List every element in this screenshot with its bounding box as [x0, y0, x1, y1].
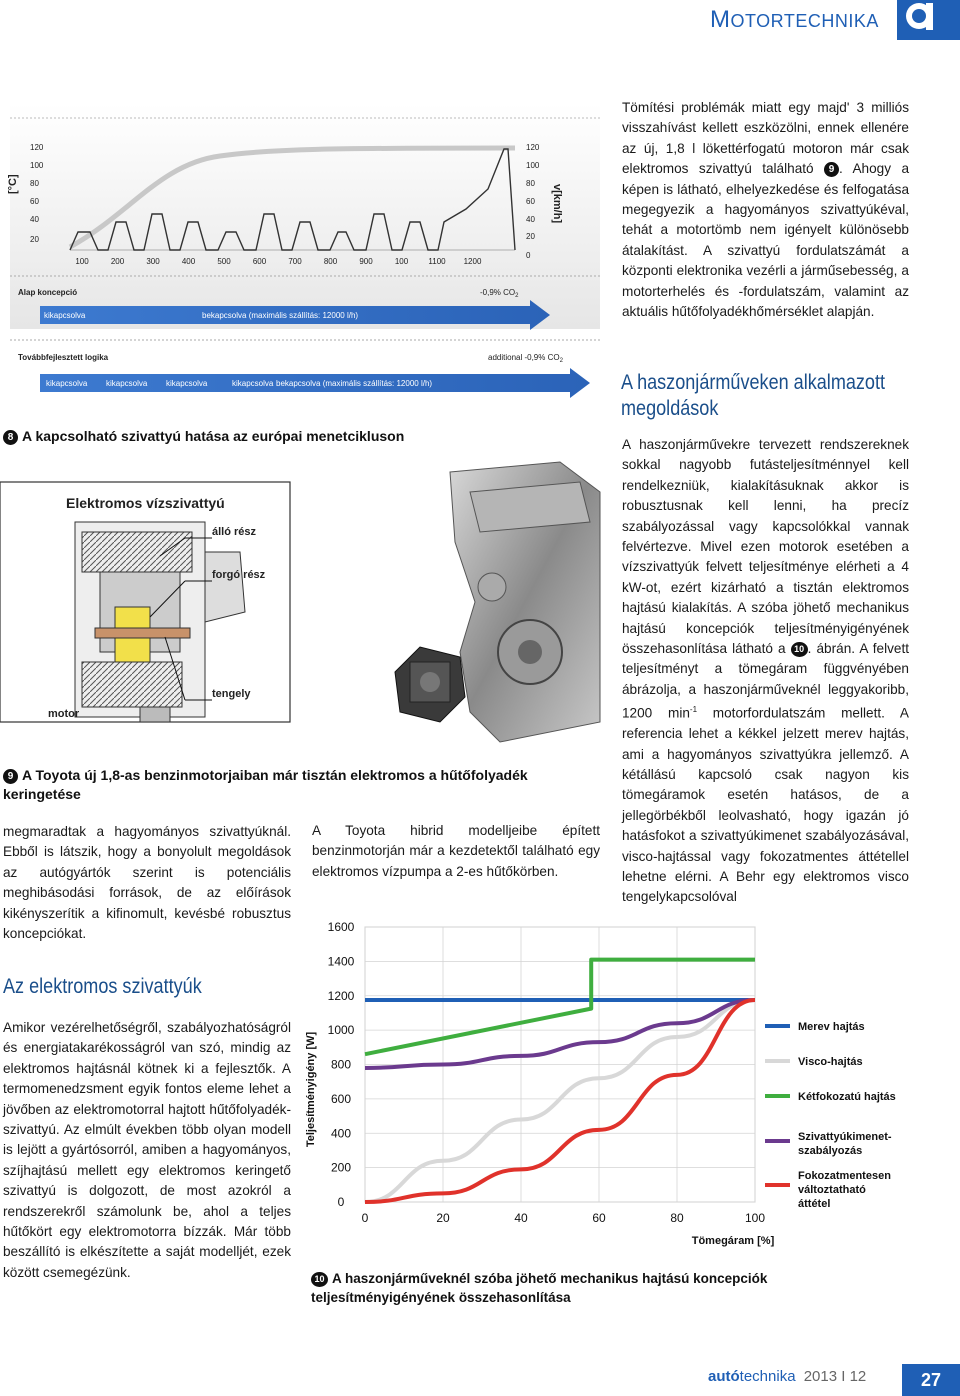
fig9-label-stator: álló rész	[212, 526, 257, 538]
fig8-x-tick-label: 1100	[428, 257, 446, 266]
chart-x-tick-label: 80	[670, 1211, 684, 1225]
figure-10-reference: 10	[791, 642, 808, 657]
chart-legend-label: Fokozatmentesen	[798, 1170, 891, 1182]
fig9-label-rotor: forgó rész	[212, 569, 266, 581]
fig9-label-motor: motor	[48, 708, 80, 720]
figure-10-caption: 10 A haszonjárműveknél szóba jöhető mechanikus hajtású koncepciók teljesítményigényének összehasonlítása	[311, 1271, 768, 1305]
svg-text:100: 100	[30, 161, 44, 170]
fig8-row2-co2: additional -0,9% $CO_2$	[488, 353, 563, 364]
svg-text:60: 60	[526, 197, 535, 206]
figure-9-caption: 9 A Toyota új 1,8-as benzinmotorjaiban már tisztán elektromos a hűtőfolyadék keringetése	[3, 767, 528, 802]
chart-y-tick-label: 1400	[327, 954, 355, 969]
figure-9-illustration	[0, 452, 600, 752]
fig8-x-tick-label: 200	[110, 257, 125, 266]
chart-legend-label: áttétel	[798, 1198, 831, 1210]
fig8-row1-on: bekapcsolva (maximális szállítás: 12000 l/h)	[202, 311, 359, 320]
chart-y-tick-label: 0	[337, 1195, 345, 1209]
chart-x-tick-label: 0	[361, 1211, 369, 1225]
section-title: MOTORTECHNIKA	[710, 6, 879, 33]
chart-legend-label: Visco-hajtás	[798, 1056, 863, 1068]
figure-8-chart	[7, 104, 600, 404]
chart-y-tick-label: 200	[330, 1160, 352, 1175]
fig9-label-shaft: tengely	[212, 688, 251, 700]
svg-text:40: 40	[526, 215, 535, 224]
fig8-row1-co2: -0,9% $CO_2$	[480, 288, 519, 299]
chart-legend-label: Merev hajtás	[798, 1021, 865, 1033]
figure-8-number: 8	[3, 430, 18, 445]
fig8-x-tick-label: 100	[75, 257, 89, 266]
svg-text:20: 20	[30, 235, 39, 244]
fig8-x-tick-label: 500	[217, 257, 231, 266]
right-col-paragraph-2: A haszonjárművekre tervezett rendszereknek sokkal nagyobb futásteljesítménnyel kell rendelkezniük, kialakításuknak akkor is robusztusnak kell lenni, ha precíz szabályozással vagy kapcsolókkal vannak felvértezve. Mivel ezen motorok esetében a vízszivattyúk felvett teljesítménye elérheti a 4 kW-ot, ezért kizárható a tisztán elektromos hajtású kialakítás. A szóba jöhető mechanikus hajtású koncepciók teljesítményigényének összehasonlítása látható a 10 . ábrán. A felvett teljesítményt a tömegáram függvényében ábrázolja, a haszonjárműveknél leggyakoribb, 1200 $\min^{-1}$ motorfordulatszám mellett. A referencia lehet a kékkel jelzett merev hajtás, ami a hagyományos szivattyúkra jellemző. A kétállású kapcsoló csak nagyon kis tömegáramok esetén hatásos, de a jellegörbékből leolvasható, hogy igazán jó hatásfokot a szivattyúkimenet szabályozásával, visco-hajtással vagy fokozatmentes áttétellel lehetne elérni. A Behr egy elektromos visco tengelykapcsolóval	[622, 437, 910, 905]
left-col-heading: Az elektromos szivattyúk	[3, 975, 202, 998]
fig8-left-axis-label: [°C]	[7, 174, 19, 194]
fig8-x-tick-label: 1200	[463, 257, 482, 266]
figure-10-number: 10	[311, 1272, 328, 1287]
figure-9-reference: 9	[824, 162, 839, 177]
figure-10-svg	[300, 912, 950, 1257]
svg-text:20: 20	[526, 232, 535, 241]
page-number: 27	[902, 1364, 960, 1396]
chart-y-tick-label: 1200	[327, 988, 355, 1003]
chart-y-tick-label: 1600	[327, 920, 355, 934]
right-col-paragraph-1: Tömítési problémák miatt egy majd' 3 milliós visszahívást kellett eszközölni, ennek ellenére az új, 1,8 l lökettérfogatú motoron már csak elektromos szivattyú található 9 . Ahogy a képen is látható, elhelyezkedése és felfogatása megegyezik a hagyományos szivattyúkéval, tehát a motortömb nem igényelt különösebb átalakítást. A szivattyú fordulatszámát a központi elektronika vezérli a járműsebesség, a motorterhelés és -fordulatszám, valamint az aktuális hűtőfolyadékhőmérséklet alapján.	[622, 100, 910, 320]
fig9-title: Elektromos vízszivattyú	[66, 495, 225, 511]
fig8-row1-off: kikapcsolva	[44, 311, 86, 320]
svg-text:120: 120	[30, 143, 44, 152]
fig8-row1-label: Alap koncepció	[18, 288, 78, 297]
chart-y-tick-label: 800	[330, 1057, 352, 1072]
svg-text:120: 120	[526, 143, 540, 152]
svg-text:0: 0	[526, 251, 531, 260]
chart-x-axis-label: Tömegáram [%]	[691, 1235, 775, 1247]
chart-legend-label: változtatható	[798, 1184, 866, 1196]
chart-x-tick-label: 60	[592, 1211, 606, 1225]
fig8-x-tick-label: 900	[359, 257, 373, 266]
figure-9-number: 9	[3, 769, 18, 784]
fig8-x-tick-label: 700	[288, 257, 302, 266]
svg-text:60: 60	[30, 197, 39, 206]
electric-pump-photo	[395, 647, 465, 722]
engine-block-image	[450, 462, 600, 742]
left-col-paragraph-2: Amikor vezérelhetőségről, szabályozhatóságról és energiatakarékosságról van szó, mindig az elektromos hajtásnál kötnek ki a fejlesztők. A termomenedzsment egyik fontos eleme lehet a jövőben az elektromotorral hajtott hűtőfolyadék-szivattyú. Az elmúlt években több olyan modell is lejött a gyártósorról, amiben a hagyományos, szíjhajtású mellett egy elektromos keringető szivattyú is dolgozott, de most azokról a rendszerekről számolunk be, ahol a teljes hűtőkört egy elektromotorra bízzák. Már több beszállító is elkészítette a saját modelljét, ezek között csemegézünk.	[3, 1020, 291, 1280]
fig8-row2-off-4: kikapcsolva	[232, 379, 274, 388]
left-col-paragraph-1: megmaradtak a hagyományos szivattyúknál. Ebből is látszik, hogy a bonyolult megoldások az autógyártók szerint is potenciális meghibásodási források, de az előírások kikényszerítik a kifinomult, kevésbé robusztus koncepciókat.	[3, 824, 291, 942]
fig8-row2-off-3: kikapcsolva	[166, 379, 208, 388]
middle-col-paragraph: A Toyota hibrid modelljeibe épített benzinmotorján már a kezdetektől található egy elektromos vízpumpa a 2-es hűtőkörben.	[312, 823, 600, 879]
fig8-x-tick-label: 400	[181, 257, 196, 266]
fig8-x-tick-label: 300	[146, 257, 160, 266]
chart-y-tick-label: 400	[330, 1126, 352, 1141]
svg-text:80: 80	[30, 179, 39, 188]
chart-legend-label: szabályozás	[798, 1145, 863, 1157]
chart-x-tick-label: 40	[514, 1211, 528, 1225]
svg-text:100: 100	[526, 161, 540, 170]
fig8-x-tick-label: 600	[252, 257, 267, 266]
svg-text:80: 80	[526, 179, 535, 188]
fig8-row2-label: Továbbfejlesztett logika	[18, 353, 109, 362]
fig8-row2-off-2: kikapcsolva	[106, 379, 148, 388]
svg-text:40: 40	[30, 215, 39, 224]
fig8-x-tick-label: 100	[394, 257, 409, 266]
fig8-x-tick-label: 800	[323, 257, 338, 266]
chart-y-tick-label: 600	[330, 1091, 352, 1106]
right-col-heading: A haszonjárműveken alkalmazott megoldások	[621, 371, 886, 420]
chart-x-tick-label: 100	[744, 1211, 766, 1225]
chart-legend-label: Szivattyúkimenet-	[798, 1131, 892, 1143]
fig8-right-axis-label: v[km/h]	[551, 184, 563, 224]
fig8-row2-on: bekapcsolva (maximális szállítás: 12000 l/h)	[276, 379, 433, 388]
figure-10-chart	[300, 912, 950, 1257]
chart-x-tick-label: 20	[436, 1211, 450, 1225]
footer-brand: autótechnika 2013 I 12	[708, 1368, 867, 1385]
chart-y-tick-label: 1000	[327, 1023, 355, 1038]
chart-legend-label: Kétfokozatú hajtás	[798, 1091, 896, 1103]
figure-8-caption: 8 A kapcsolható szivattyú hatása az európai menetcikluson	[3, 427, 603, 445]
fig8-row2-off-1: kikapcsolva	[46, 379, 88, 388]
magazine-logo	[897, 0, 960, 40]
chart-y-axis-label: Teljesítményigény [W]	[305, 1031, 317, 1148]
